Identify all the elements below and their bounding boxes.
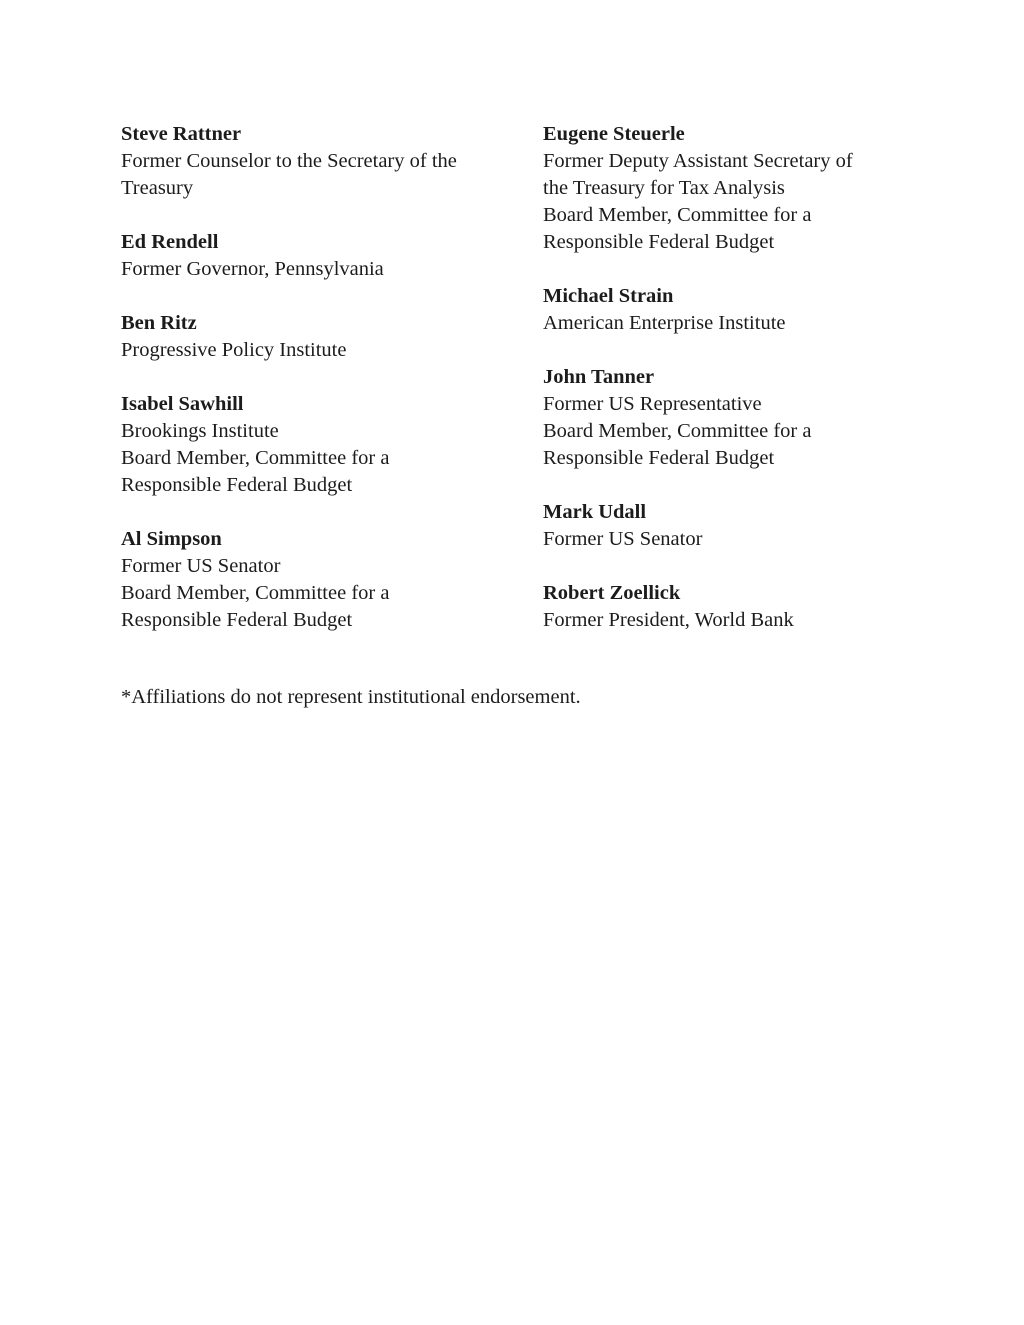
member-role-line: American Enterprise Institute — [543, 312, 786, 334]
member-role-line: Brookings Institute — [121, 420, 279, 442]
member-entry — [121, 121, 533, 202]
member-role-line: Responsible Federal Budget — [121, 609, 353, 631]
member-name: Eugene Steuerle — [543, 123, 685, 145]
member-entry — [543, 283, 955, 337]
member-entry — [121, 310, 533, 364]
member-role-line: Board Member, Committee for a — [121, 447, 390, 469]
member-role-line: Board Member, Committee for a — [121, 582, 390, 604]
member-role-line: Former US Senator — [121, 555, 281, 577]
member-role-line: Treasury — [121, 177, 194, 199]
member-entry — [543, 580, 955, 634]
member-name: Ed Rendell — [121, 231, 219, 253]
members-column-right — [543, 121, 955, 661]
member-entry — [543, 364, 955, 472]
member-role-line: Board Member, Committee for a — [543, 204, 812, 226]
members-column-left — [121, 121, 533, 661]
member-name: Michael Strain — [543, 285, 674, 307]
member-role-line: Former Deputy Assistant Secretary of — [543, 150, 853, 172]
member-entry — [121, 391, 533, 499]
member-role-line: the Treasury for Tax Analysis — [543, 177, 785, 199]
member-role-line: Former US Representative — [543, 393, 762, 415]
member-entry — [121, 229, 533, 283]
member-name: Steve Rattner — [121, 123, 242, 145]
member-entry — [121, 526, 533, 634]
member-role-line: Board Member, Committee for a — [543, 420, 812, 442]
member-name: Al Simpson — [121, 528, 222, 550]
member-entry — [543, 499, 955, 553]
member-role-line: Former Counselor to the Secretary of the — [121, 150, 457, 172]
member-role-line: Former Governor, Pennsylvania — [121, 258, 384, 280]
member-entry — [543, 121, 955, 256]
member-role-line: Former President, World Bank — [543, 609, 794, 631]
member-name: John Tanner — [543, 366, 655, 388]
affiliations-footnote: *Affiliations do not represent institutional endorsement. — [121, 686, 581, 708]
member-name: Robert Zoellick — [543, 582, 681, 604]
member-name: Isabel Sawhill — [121, 393, 244, 415]
member-role-line: Responsible Federal Budget — [543, 231, 775, 253]
member-role-line: Responsible Federal Budget — [121, 474, 353, 496]
member-role-line: Progressive Policy Institute — [121, 339, 347, 361]
member-role-line: Former US Senator — [543, 528, 703, 550]
member-name: Mark Udall — [543, 501, 647, 523]
member-name: Ben Ritz — [121, 312, 197, 334]
member-role-line: Responsible Federal Budget — [543, 447, 775, 469]
